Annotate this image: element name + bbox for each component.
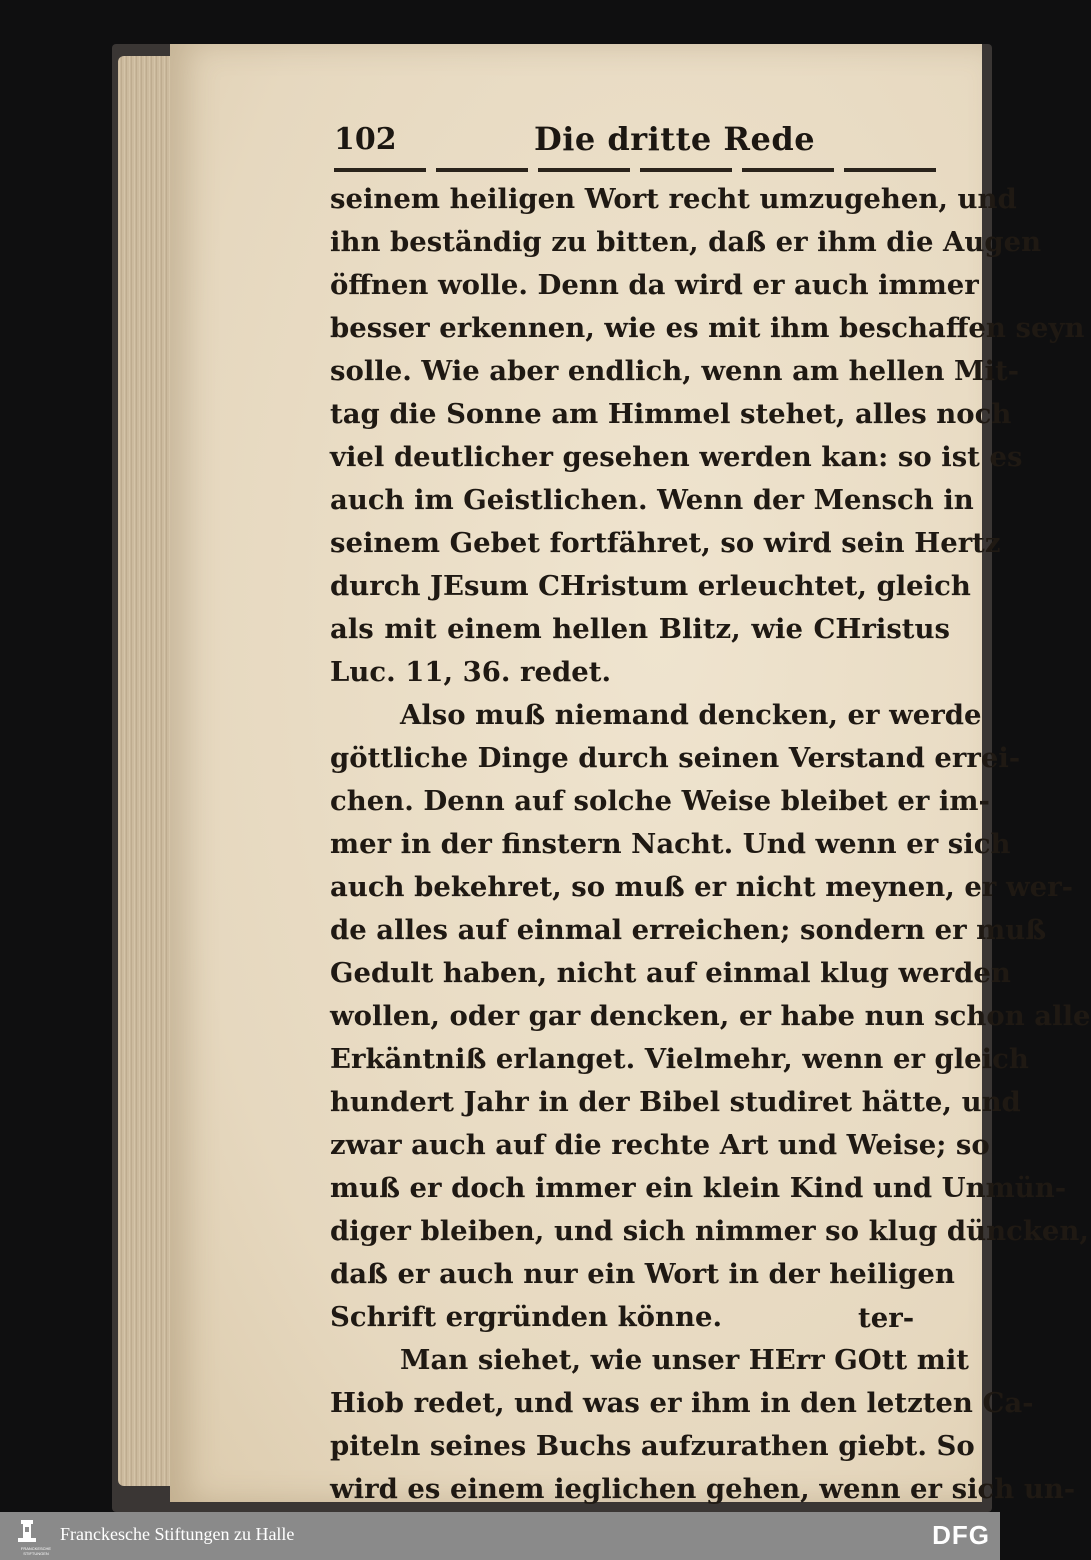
institution-logo-icon[interactable] (10, 1518, 52, 1556)
logo-caption: FRANCKESCHE STIFTUNGEN (20, 1546, 52, 1556)
text-line: Schrift ergründen könne. (330, 1301, 723, 1333)
text-line: piteln seines Buchs aufzurathen giebt. So (330, 1430, 975, 1462)
text-line: Man siehet, wie unser HErr GOtt mit (400, 1344, 969, 1376)
text-line: hundert Jahr in der Bibel studiret hätte, und (330, 1086, 1021, 1118)
text-line: daß er auch nur ein Wort in der heiligen (330, 1258, 955, 1290)
text-line: muß er doch immer ein klein Kind und Unmün- (330, 1172, 1067, 1204)
body-text (330, 178, 1091, 1511)
text-line: Erkäntniß erlanget. Vielmehr, wenn er gleich (330, 1043, 1029, 1075)
text-line: Gedult haben, nicht auf einmal klug werden (330, 957, 1011, 989)
text-line: chen. Denn auf solche Weise bleibet er im- (330, 785, 990, 817)
text-line: besser erkennen, wie es mit ihm beschaffen seyn (330, 312, 1085, 344)
text-line: durch JEsum CHristum erleuchtet, gleich (330, 570, 971, 602)
text-line: als mit einem hellen Blitz, wie CHristus (330, 613, 950, 645)
text-line: Luc. 11, 36. redet. (330, 656, 612, 688)
institution-name[interactable]: Franckesche Stiftungen zu Halle (60, 1524, 295, 1544)
text-line: diger bleiben, und sich nimmer so klug düncken, (330, 1215, 1089, 1247)
text-line: ihn beständig zu bitten, daß er ihm die Augen (330, 226, 1042, 258)
text-line: wird es einem ieglichen gehen, wenn er sich un- (330, 1473, 1076, 1505)
text-line: de alles auf einmal erreichen; sondern er muß (330, 914, 1047, 946)
text-line: auch bekehret, so muß er nicht meynen, er wer- (330, 871, 1074, 903)
text-line: zwar auch auf die rechte Art und Weise; so (330, 1129, 990, 1161)
text-line: tag die Sonne am Himmel stehet, alles noch (330, 398, 1012, 430)
text-line: mer in der finstern Nacht. Und wenn er sich (330, 828, 1011, 860)
text-line: öffnen wolle. Denn da wird er auch immer (330, 269, 979, 301)
header-rule (334, 168, 940, 172)
text-line: seinem heiligen Wort recht umzugehen, und (330, 183, 1017, 215)
text-line: göttliche Dinge durch seinen Verstand errei- (330, 742, 1021, 774)
text-line: viel deutlicher gesehen werden kan: so ist es (330, 441, 1023, 473)
page-header (334, 120, 944, 168)
text-line: seinem Gebet fortfähret, so wird sein Hertz (330, 527, 1001, 559)
text-line: Also muß niemand dencken, er werde (400, 699, 982, 731)
running-head: Die dritte Rede (534, 120, 816, 158)
footer-bar (0, 1512, 1000, 1560)
page-number: 102 (334, 122, 397, 157)
text-line: wollen, oder gar dencken, er habe nun schon alle (330, 1000, 1091, 1032)
dfg-logo[interactable]: DFG (932, 1520, 990, 1550)
text-line: solle. Wie aber endlich, wenn am hellen Mit- (330, 355, 1020, 387)
text-line: auch im Geistlichen. Wenn der Mensch in (330, 484, 974, 516)
catchword: ter- (858, 1302, 915, 1334)
text-line: Hiob redet, und was er ihm in den letzten Ca- (330, 1387, 1034, 1419)
